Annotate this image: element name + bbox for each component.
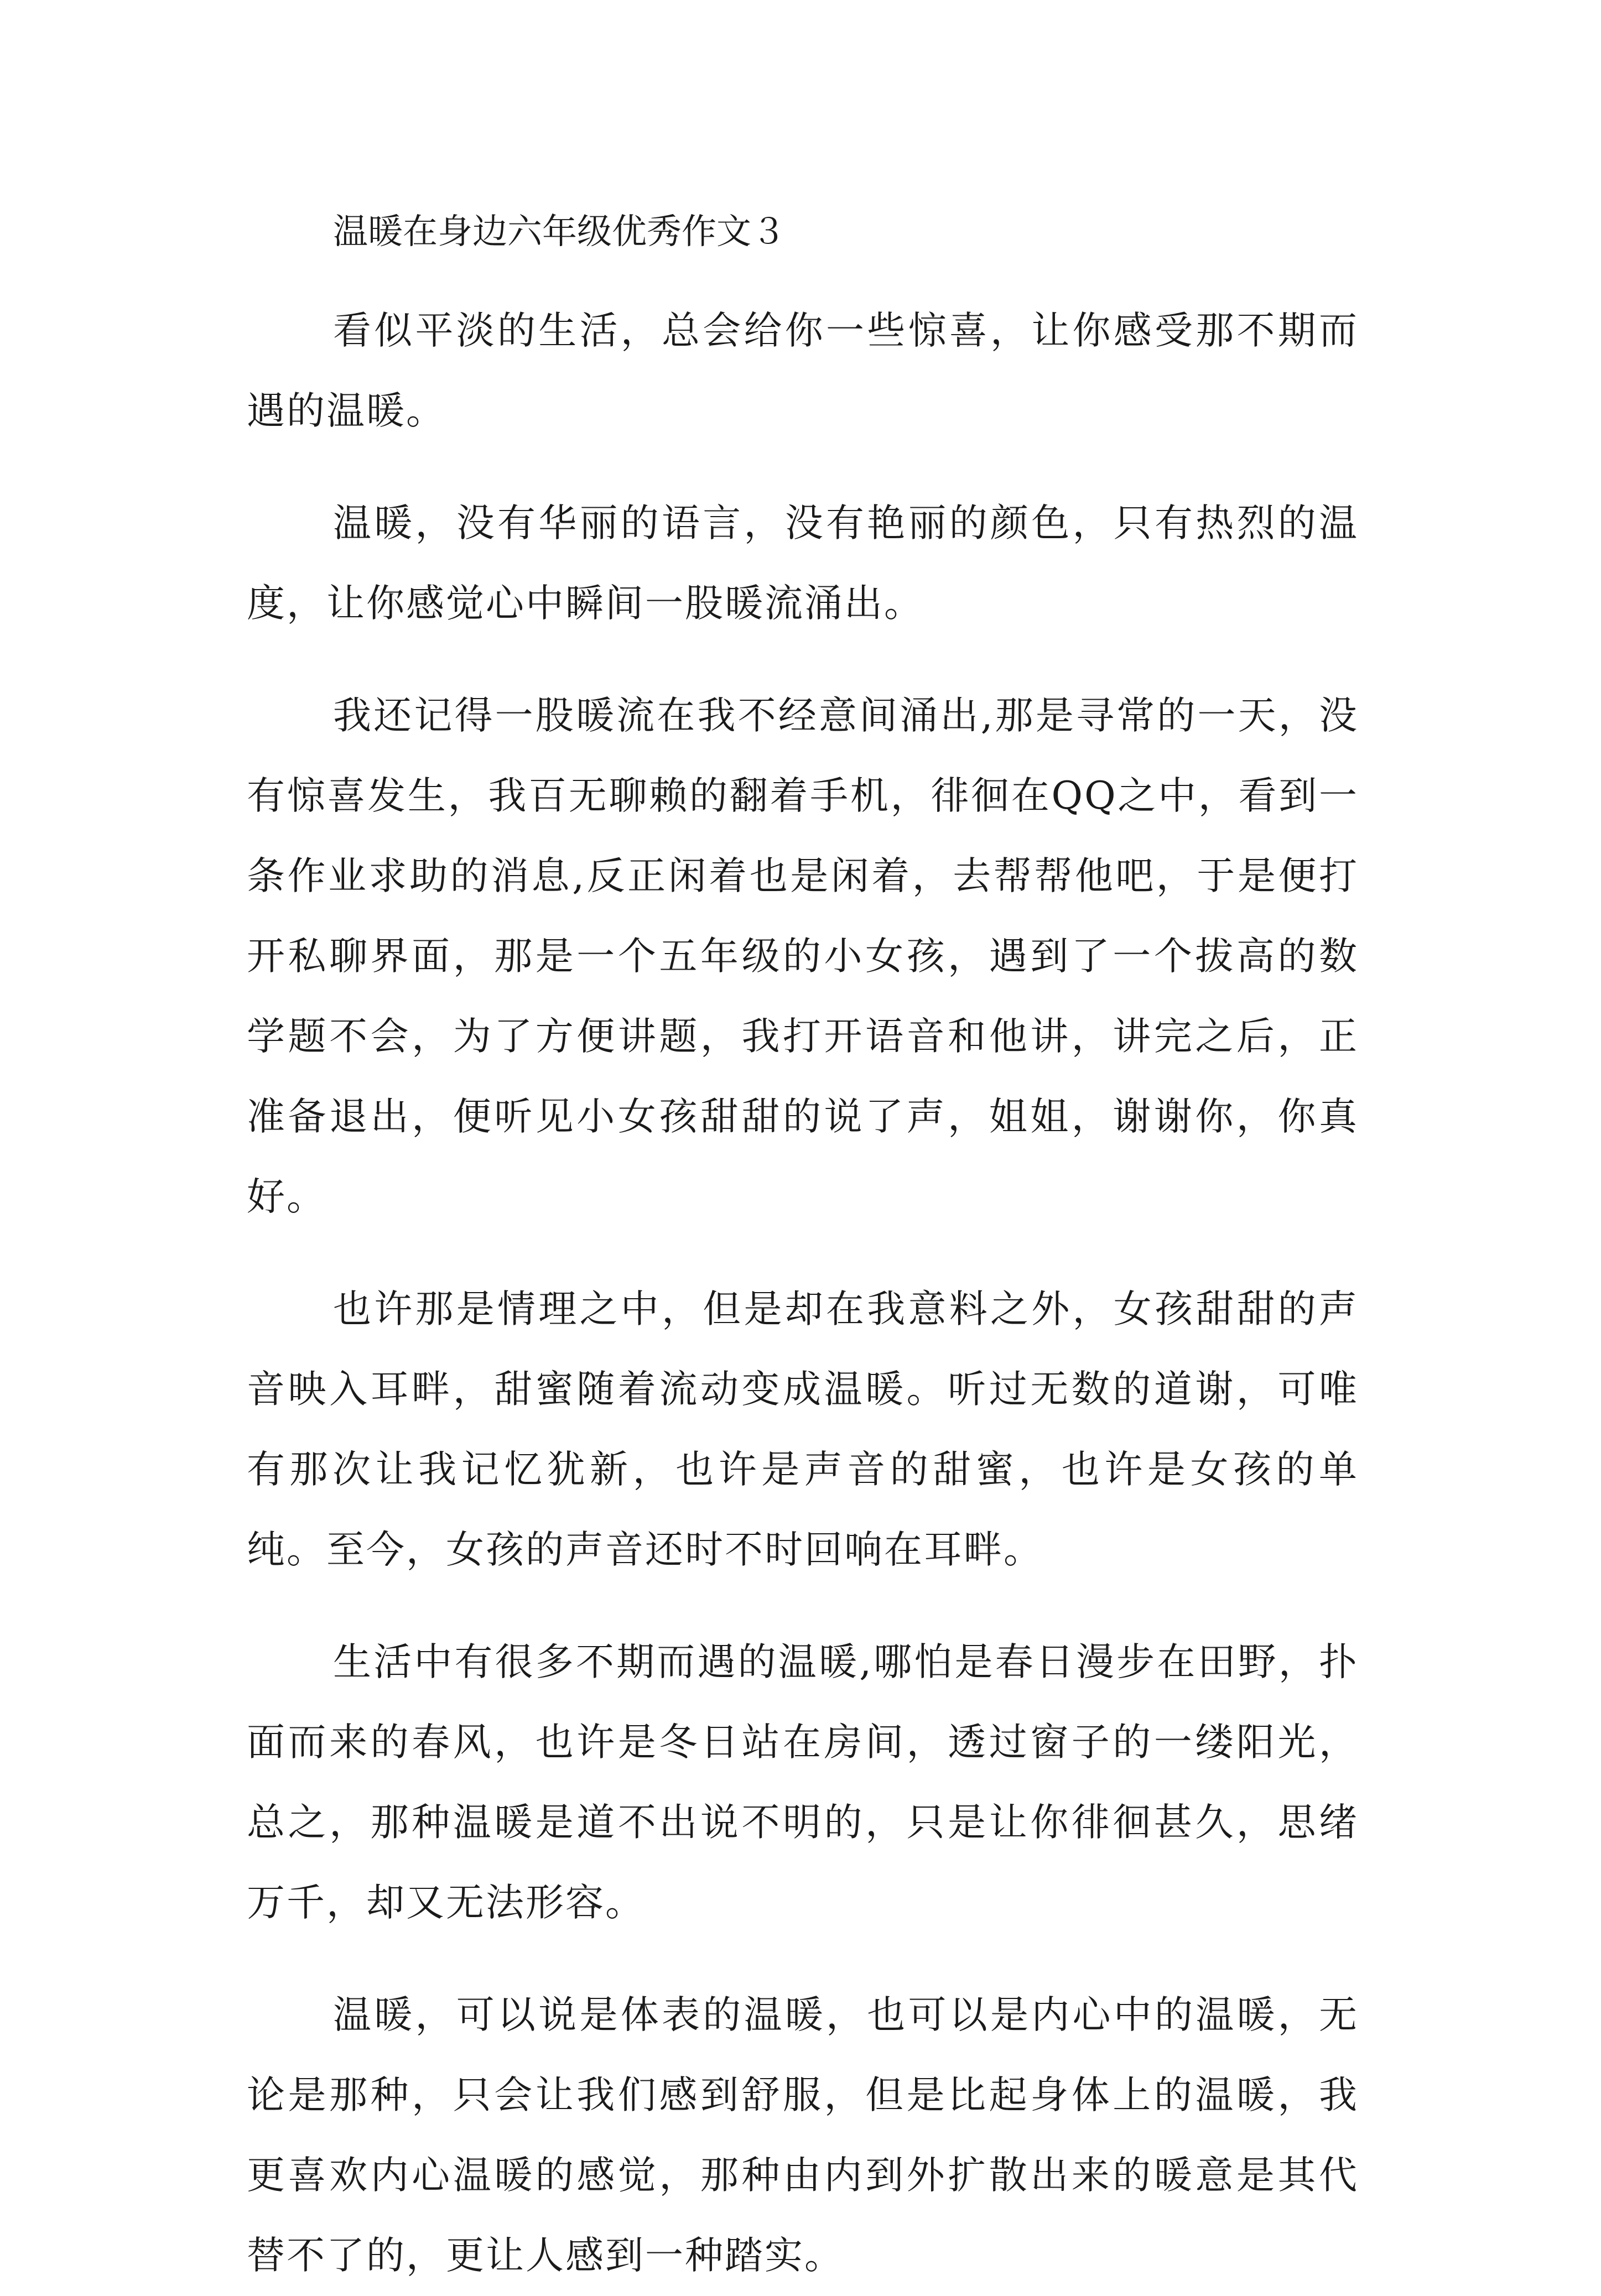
paragraph: 温暖，没有华丽的语言，没有艳丽的颜色，只有热烈的温度，让你感觉心中瞬间一股暖流涌出。 <box>247 501 1359 626</box>
essay-body <box>247 210 1359 2296</box>
paragraph: 我还记得一股暖流在我不经意间涌出,那是寻常的一天，没有惊喜发生，我百无聊赖的翻着手机，徘徊在QQ之中，看到一条作业求助的消息,反正闲着也是闲着，去帮帮他吧，于是便打开私聊界面，那是一个五年级的小女孩，遇到了一个拔高的数学题不会，为了方便讲题，我打开语音和他讲，讲完之后，正准备退出，便听见小女孩甜甜的说了声，姐姐，谢谢你，你真好。 <box>247 694 1359 1219</box>
paragraph: 生活中有很多不期而遇的温暖,哪怕是春日漫步在田野，扑面而来的春风，也许是冬日站在房间，透过窗子的一缕阳光，总之，那种温暖是道不出说不明的，只是让你徘徊甚久，思绪万千，却又无法形容。 <box>247 1640 1359 1925</box>
paragraph: 温暖，可以说是体表的温暖，也可以是内心中的温暖，无论是那种，只会让我们感到舒服，但是比起身体上的温暖，我更喜欢内心温暖的感觉，那种由内到外扩散出来的暖意是其代替不了的，更让人感到一种踏实。 <box>247 1993 1359 2278</box>
paragraph: 也许那是情理之中，但是却在我意料之外，女孩甜甜的声音映入耳畔，甜蜜随着流动变成温暖。听过无数的道谢，可唯有那次让我记忆犹新，也许是声音的甜蜜，也许是女孩的单纯。至今，女孩的声音还时不时回响在耳畔。 <box>247 1287 1359 1572</box>
essay-title: 温暖在身边六年级优秀作文３ <box>333 211 786 252</box>
paragraph: 看似平淡的生活，总会给你一些惊喜，让你感受那不期而遇的温暖。 <box>247 309 1359 433</box>
